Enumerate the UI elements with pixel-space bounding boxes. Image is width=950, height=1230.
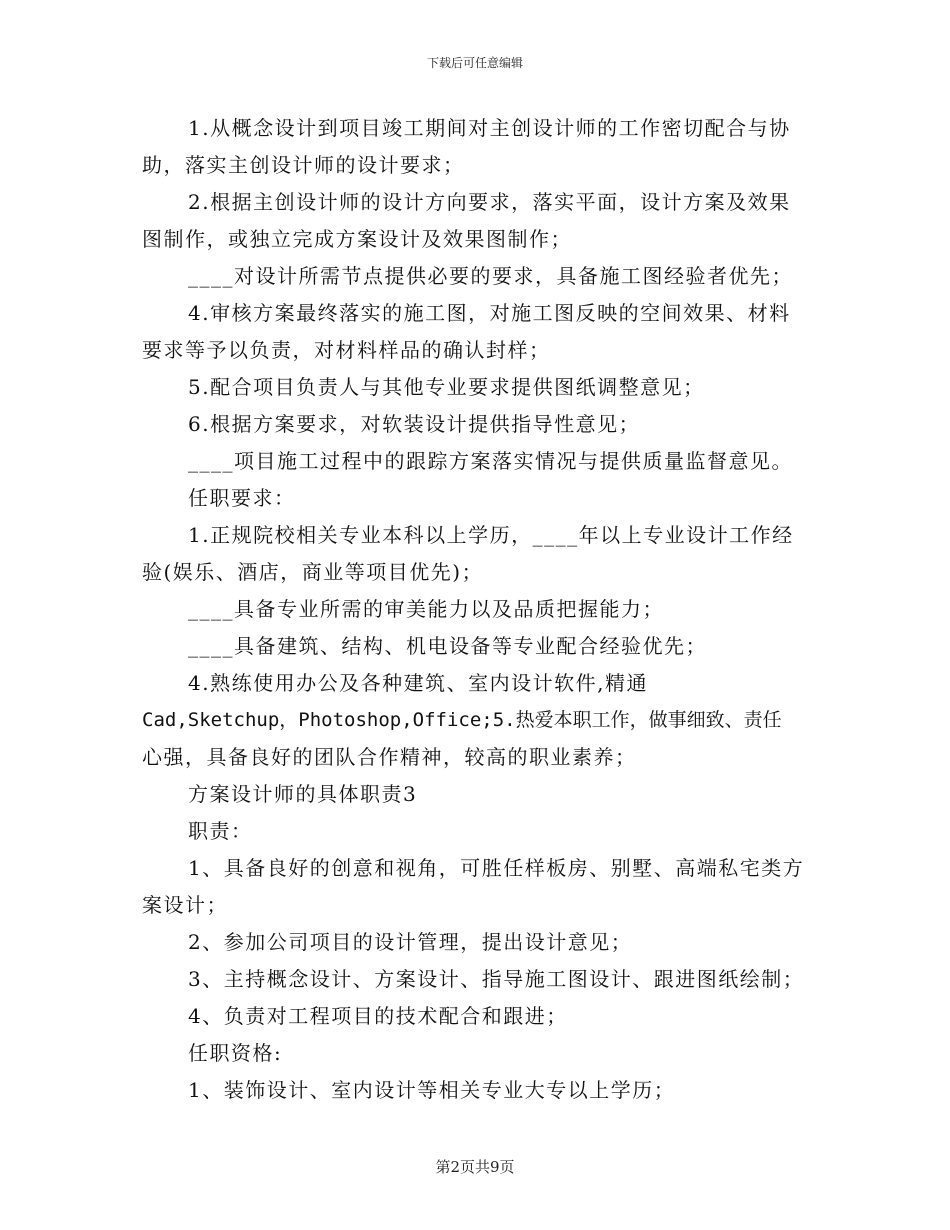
text-line: ____项目施工过程中的跟踪方案落实情况与提供质量监督意见。 [188,449,793,473]
section-heading: 任职要求： [188,486,296,510]
section-heading: 任职资格: [188,1041,283,1065]
text-line: Cad,Sketchup，Photoshop,Office;5.热爱本职工作，做事细致、责任 [142,709,782,731]
text-line: 4.熟练使用办公及各种建筑、室内设计软件,精通 [188,671,648,695]
text-line: 验(娱乐、酒店，商业等项目优先)； [142,560,484,584]
text-line: ____具备专业所需的审美能力以及品质把握能力； [188,597,664,621]
text-line: ____具备建筑、结构、机电设备等专业配合经验优先； [188,634,707,658]
text-line: 5.配合项目负责人与其他专业要求提供图纸调整意见； [188,375,705,399]
text-line: 6.根据方案要求，对软装设计提供指导性意见； [188,412,641,436]
text-line: 助，落实主创设计师的设计要求； [142,153,465,177]
text-line: 心强，具备良好的团队合作精神，较高的职业素养； [142,745,637,769]
text-line: 2、参加公司项目的设计管理，提出设计意见； [188,930,633,954]
page-header: 下载后可任意编辑 [426,56,523,70]
text-line: 图制作，或独立完成方案设计及效果图制作； [142,227,572,251]
text-line: 1.正规院校相关专业本科以上学历，____年以上专业设计工作经 [188,523,794,547]
section-heading: 职责： [188,819,253,843]
text-line: 3、主持概念设计、方案设计、指导施工图设计、跟进图纸绘制； [188,967,805,991]
document-body [142,110,810,1109]
text-line: 4.审核方案最终落实的施工图，对施工图反映的空间效果、材料 [188,301,791,325]
text-line: 1.从概念设计到项目竣工期间对主创设计师的工作密切配合与协 [188,116,791,140]
text-line: 1、具备良好的创意和视角，可胜任样板房、别墅、高端私宅类方 [188,856,805,880]
text-line: 案设计； [142,893,228,917]
text-line: ____对设计所需节点提供必要的要求，具备施工图经验者优先； [188,264,793,288]
text-line: 2.根据主创设计师的设计方向要求，落实平面，设计方案及效果 [188,190,791,214]
section-title: 方案设计师的具体职责3 [188,782,418,806]
text-line: 1、装饰设计、室内设计等相关专业大专以上学历； [188,1078,676,1102]
text-line: 要求等予以负责，对材料样品的确认封样； [142,338,551,362]
text-line: 4、负责对工程项目的技术配合和跟进； [188,1004,568,1028]
page-footer: 第2页共9页 [435,1158,515,1176]
